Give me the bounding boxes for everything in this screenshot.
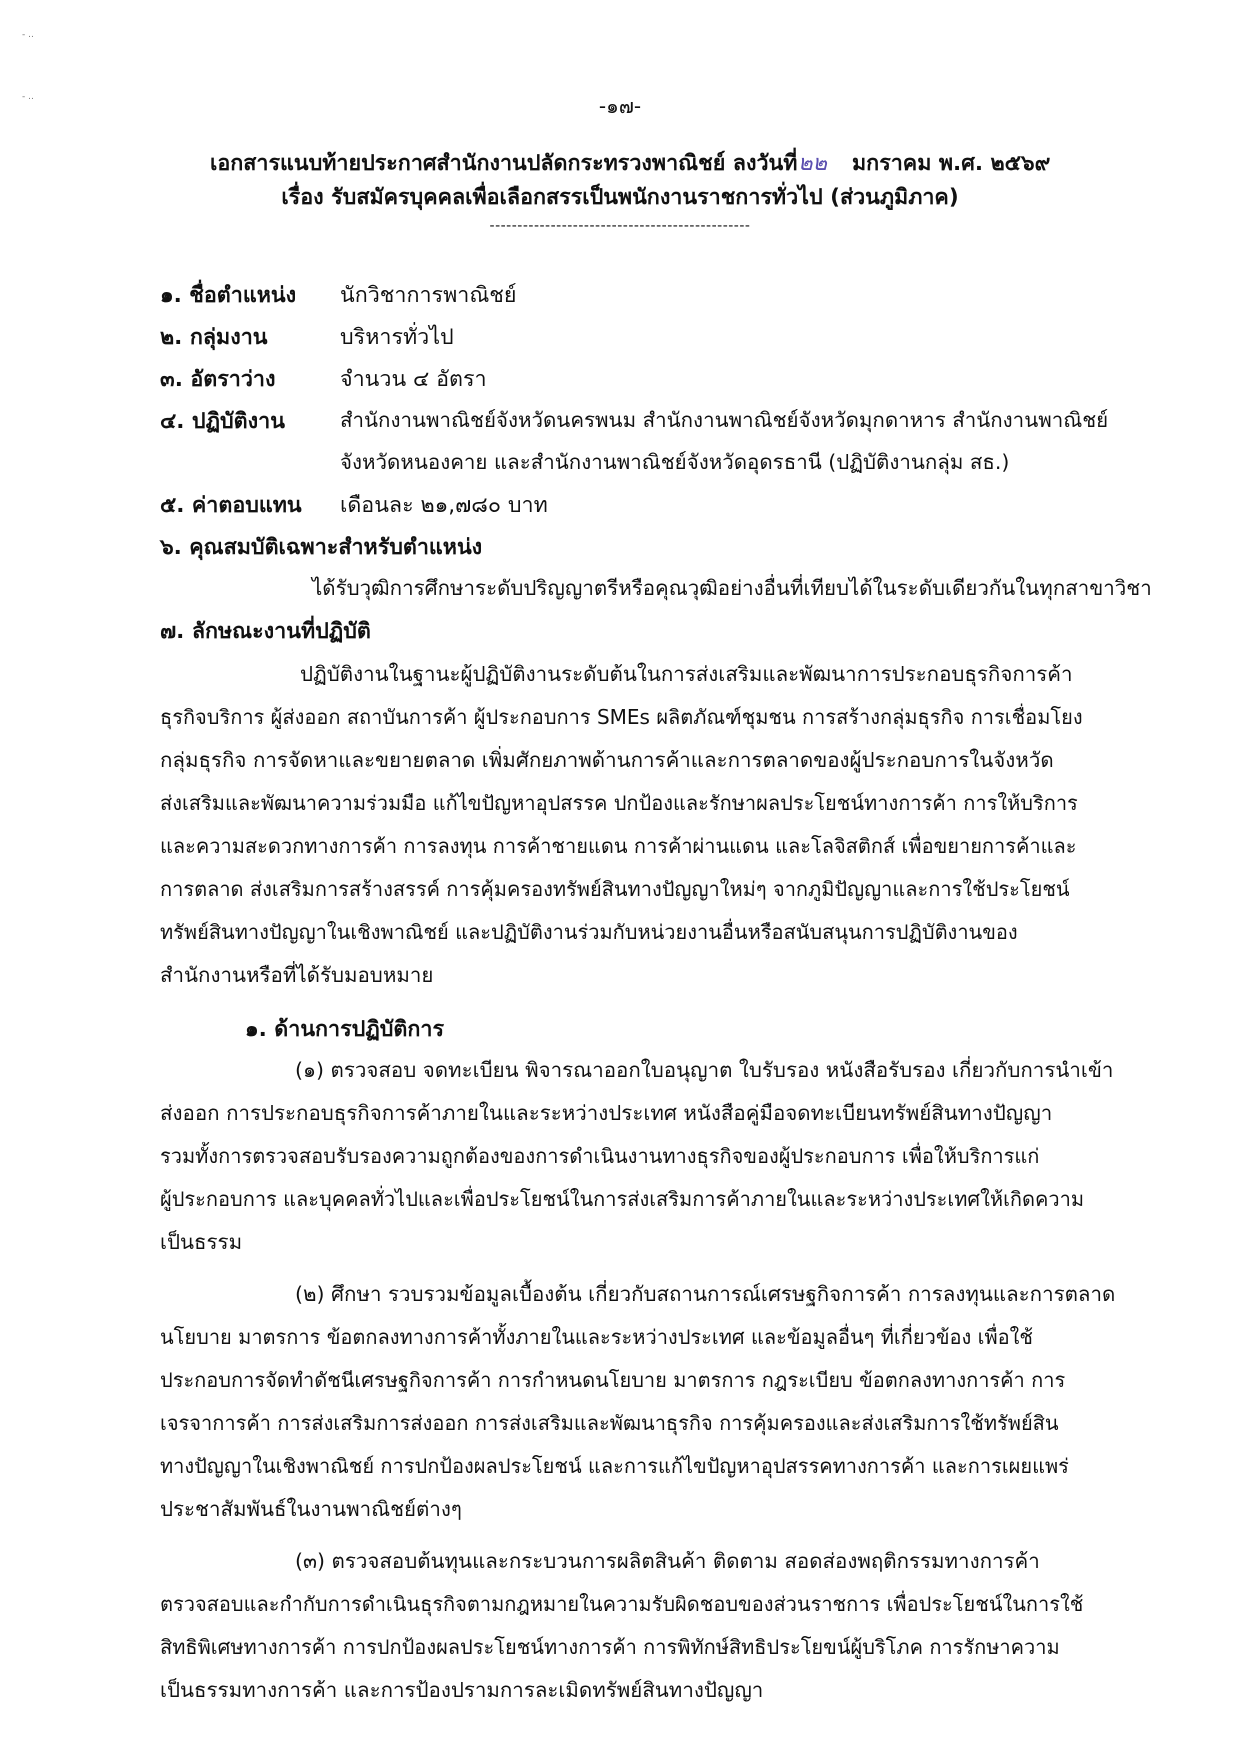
item2-line: นโยบาย มาตรการ ข้อตกลงทางการค้าทั้งภายในและระหว่างประเทศ และข้อมูลอื่นๆ ที่เกี่ยวข้อง เพื่อใช้	[160, 1325, 1033, 1349]
section7-line: ปฏิบัติงานในฐานะผู้ปฏิบัติงานระดับต้นในการส่งเสริมและพัฒนาการประกอบธุรกิจการค้า	[300, 662, 1073, 686]
item2-line: ประชาสัมพันธ์ในงานพาณิชย์ต่างๆ	[160, 1497, 462, 1521]
section7-line: สำนักงานหรือที่ได้รับมอบหมาย	[160, 963, 434, 987]
item3-line: (๓) ตรวจสอบต้นทุนและกระบวนการผลิตสินค้า ติดตาม สอดส่องพฤติกรรมทางการค้า	[295, 1549, 1040, 1573]
section7-line: และความสะดวกทางการค้า การลงทุน การค้าชายแดน การค้าผ่านแดน และโลจิสติกส์ เพื่อขยายการค้าและ	[160, 834, 1077, 858]
subsection1-heading: ๑. ด้านการปฏิบัติการ	[245, 1017, 445, 1042]
item2-line: ทางปัญญาในเชิงพาณิชย์ การปกป้องผลประโยชน์ และการแก้ไขปัญหาอุปสรรคทางการค้า และการเผยแพร่	[160, 1454, 1069, 1478]
field-label-salary: ๕. ค่าตอบแทน	[160, 493, 302, 518]
page-number: -๑๗-	[598, 94, 642, 118]
field-label-group: ๒. กลุ่มงาน	[160, 325, 268, 350]
header-title-date: มกราคม พ.ศ. ๒๕๖๙	[852, 151, 1051, 176]
item1-line: (๑) ตรวจสอบ จดทะเบียน พิจารณาออกใบอนุญาต ใบรับรอง หนังสือรับรอง เกี่ยวกับการนำเข้า	[295, 1058, 1114, 1082]
scan-speck: - ..	[22, 30, 34, 40]
section7-line: การตลาด ส่งเสริมการสร้างสรรค์ การคุ้มครองทรัพย์สินทางปัญญาใหม่ๆ จากภูมิปัญญาและการใช้ประโยชน์	[160, 877, 1070, 901]
item3-line: เป็นธรรมทางการค้า และการป้องปรามการละเมิดทรัพย์สินทางปัญญา	[160, 1678, 764, 1702]
header-title-prefix: เอกสารแนบท้ายประกาศสำนักงานปลัดกระทรวงพาณิชย์ ลงวันที่	[210, 151, 798, 176]
item2-line: (๒) ศึกษา รวบรวมข้อมูลเบื้องต้น เกี่ยวกับสถานการณ์เศรษฐกิจการค้า การลงทุนและการตลาด	[295, 1282, 1116, 1306]
header-divider: -----------------------------------------------	[489, 218, 751, 234]
field-label-vacancies: ๓. อัตราว่าง	[160, 367, 276, 392]
field-value-workplace: สำนักงานพาณิชย์จังหวัดนครพนม สำนักงานพาณิชย์จังหวัดมุกดาหาร สำนักงานพาณิชย์	[340, 408, 1109, 432]
section7-line: ธุรกิจบริการ ผู้ส่งออก สถาบันการค้า ผู้ประกอบการ SMEs ผลิตภัณฑ์ชุมชน การสร้างกลุ่มธุรกิจ การเชื่อมโยง	[160, 705, 1083, 729]
section7-heading: ๗. ลักษณะงานที่ปฏิบัติ	[160, 619, 371, 644]
item1-line: ผู้ประกอบการ และบุคคลทั่วไปและเพื่อประโยชน์ในการส่งเสริมการค้าภายในและระหว่างประเทศให้เกิดความ	[160, 1187, 1085, 1211]
scan-speck: - ..	[22, 92, 34, 102]
section6-heading: ๖. คุณสมบัติเฉพาะสำหรับตำแหน่ง	[160, 535, 483, 560]
section7-line: ทรัพย์สินทางปัญญาในเชิงพาณิชย์ และปฏิบัติงานร่วมกับหน่วยงานอื่นหรือสนับสนุนการปฏิบัติงานของ	[160, 920, 1018, 944]
item1-line: รวมทั้งการตรวจสอบรับรองความถูกต้องของการดำเนินงานทางธุรกิจของผู้ประกอบการ เพื่อให้บริการแก่	[160, 1144, 1040, 1168]
field-value-vacancies: จำนวน ๔ อัตรา	[340, 367, 487, 392]
handwritten-day-text: ๒๒	[798, 151, 828, 176]
item1-line: ส่งออก การประกอบธุรกิจการค้าภายในและระหว่างประเทศ หนังสือคู่มือจดทะเบียนทรัพย์สินทางปัญญา	[160, 1101, 1053, 1125]
item3-line: สิทธิพิเศษทางการค้า การปกป้องผลประโยชน์ทางการค้า การพิทักษ์สิทธิประโยขน์ผู้บริโภค การรักษาความ	[160, 1635, 1060, 1659]
field-label-position: ๑. ชื่อตำแหน่ง	[160, 283, 297, 308]
field-value-workplace-cont: จังหวัดหนองคาย และสำนักงานพาณิชย์จังหวัดอุดรธานี (ปฏิบัติงานกลุ่ม สธ.)	[340, 450, 1010, 474]
field-value-position: นักวิชาการพาณิชย์	[340, 283, 517, 308]
item3-line: ตรวจสอบและกำกับการดำเนินธุรกิจตามกฎหมายในความรับผิดชอบของส่วนราชการ เพื่อประโยชน์ในการใช้	[160, 1592, 1084, 1616]
handwritten-day	[795, 148, 843, 184]
field-label-workplace: ๔. ปฏิบัติงาน	[160, 409, 285, 434]
item2-line: เจรจาการค้า การส่งเสริมการส่งออก การส่งเสริมและพัฒนาธุรกิจ การคุ้มครองและส่งเสริมการใช้ทรัพย์สิน	[160, 1411, 1059, 1435]
field-value-group: บริหารทั่วไป	[340, 325, 454, 350]
header-subject: เรื่อง รับสมัครบุคคลเพื่อเลือกสรรเป็นพนักงานราชการทั่วไป (ส่วนภูมิภาค)	[281, 185, 959, 210]
section7-line: กลุ่มธุรกิจ การจัดหาและขยายตลาด เพิ่มศักยภาพด้านการค้าและการตลาดของผู้ประกอบการในจังหวัด	[160, 748, 1054, 772]
section7-line: ส่งเสริมและพัฒนาความร่วมมือ แก้ไขปัญหาอุปสรรค ปกป้องและรักษาผลประโยชน์ทางการค้า การให้บริการ	[160, 791, 1078, 815]
field-value-salary: เดือนละ ๒๑,๗๘๐ บาท	[340, 493, 548, 518]
section6-text: ได้รับวุฒิการศึกษาระดับปริญญาตรีหรือคุณวุฒิอย่างอื่นที่เทียบได้ในระดับเดียวกันในทุกสาขาวิชา	[312, 576, 1152, 600]
item2-line: ประกอบการจัดทำดัชนีเศรษฐกิจการค้า การกำหนดนโยบาย มาตรการ กฎระเบียบ ข้อตกลงทางการค้า การ	[160, 1368, 1066, 1392]
item1-line: เป็นธรรม	[160, 1230, 243, 1254]
